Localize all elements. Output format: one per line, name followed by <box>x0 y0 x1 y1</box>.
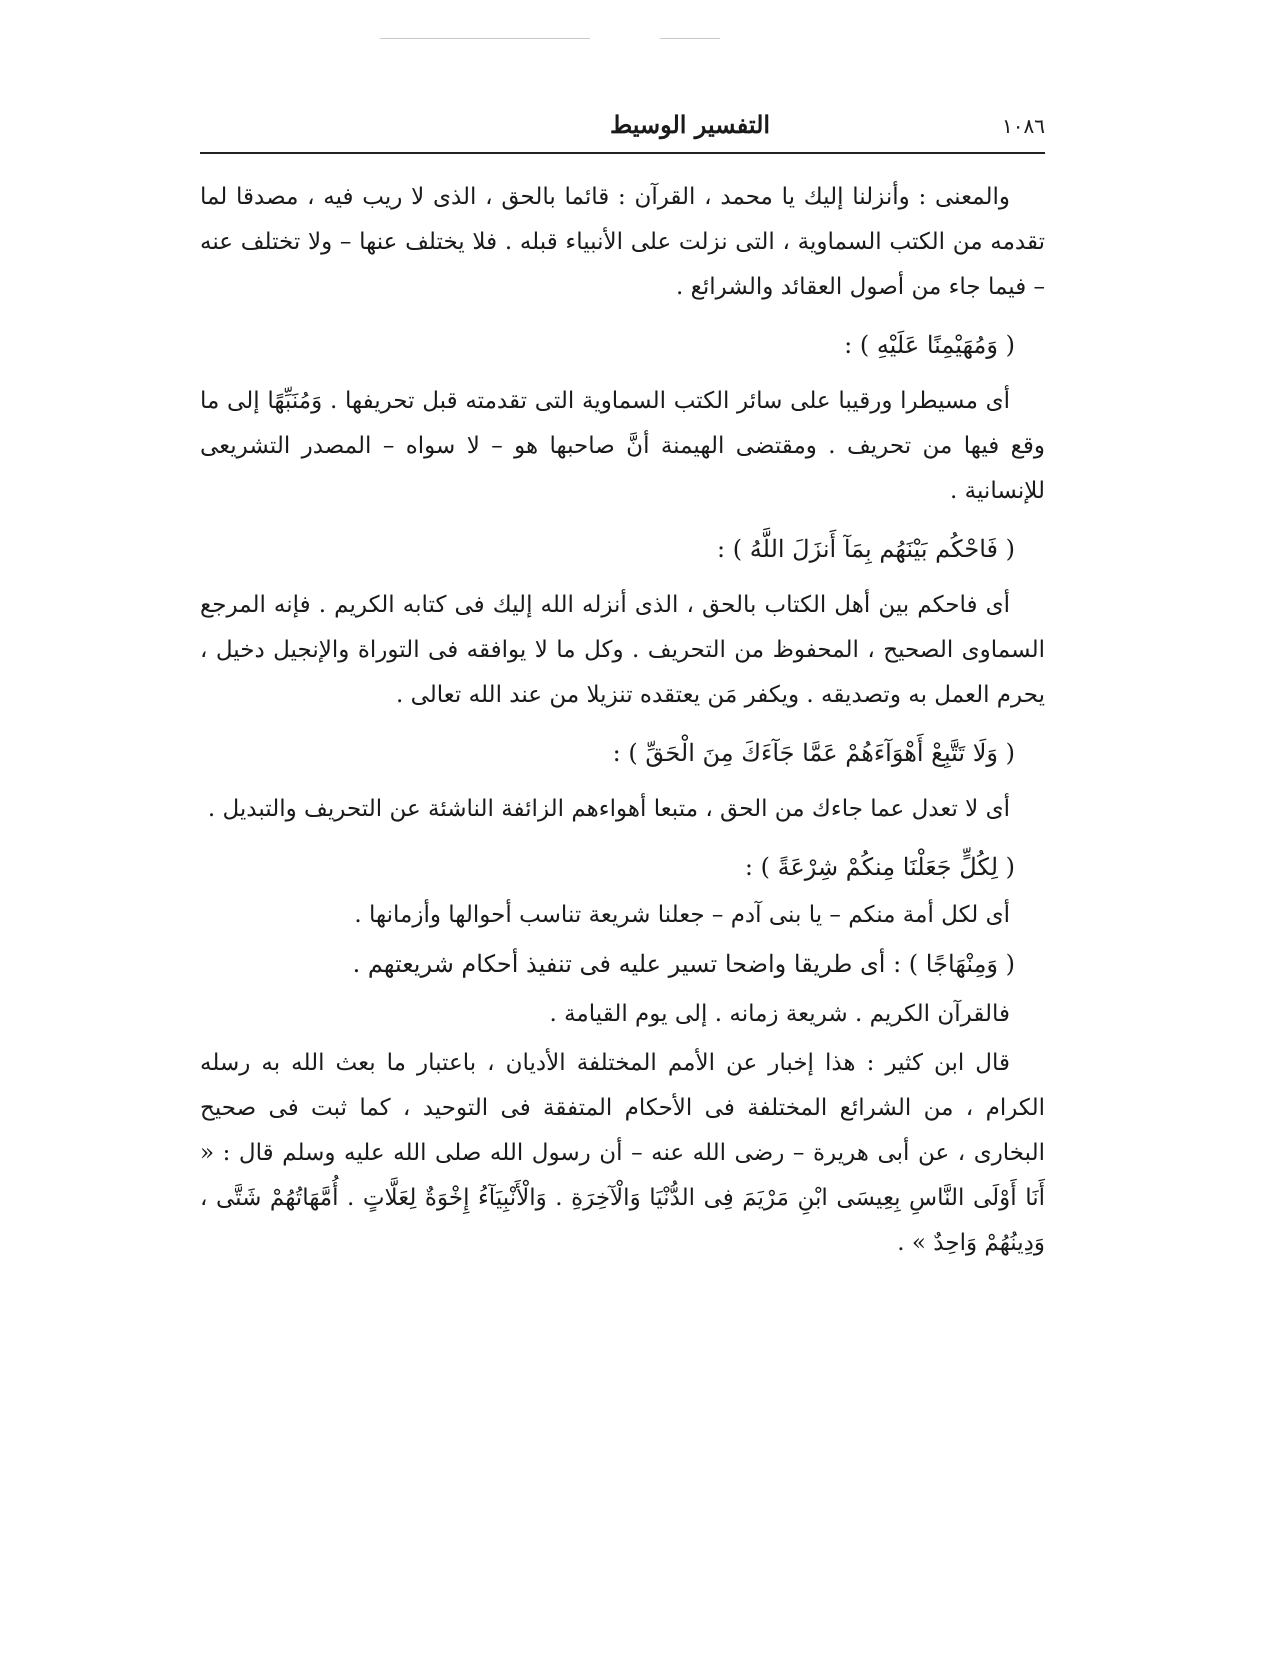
paragraph-meaning: والمعنى : وأنزلنا إليك يا محمد ، القرآن : قائما بالحق ، الذى لا ريب فيه ، مصدقا لما تقدمه من الكتب السماوية ، التى نزلت على الأنبياء قبله . فلا يختلف عنها – ولا تختلف عنه – فيما جاء من أصول العقائد والشرائع . <box>200 184 1046 300</box>
page-header <box>200 108 1045 148</box>
verse-heading-muhaymin: ( وَمُهَيْمِنًا عَلَيْهِ ) : <box>844 331 1015 359</box>
verse-heading-likullin: ( لِكُلٍّ جَعَلْنَا مِنكُمْ شِرْعَةً ) : <box>744 853 1015 881</box>
verse-heading-fahkum: ( فَاحْكُم بَيْنَهُم بِمَآ أَنزَلَ اللَّهُ ) : <box>717 535 1015 563</box>
scan-noise-top <box>380 38 590 39</box>
running-title: التفسير الوسيط <box>609 110 771 139</box>
body-text <box>200 175 1045 1266</box>
verse-heading-minhaj: ( وَمِنْهَاجًا ) : أى طريقا واضحا تسير عليه فى تنفيذ أحكام شريعتهم . <box>352 950 1015 978</box>
header-rule <box>200 152 1045 154</box>
paragraph-muhaymin: أى مسيطرا ورقيبا على سائر الكتب السماوية التى تقدمته قبل تحريفها . وَمُنَبِّهًا إلى ما وقع فيها من تحريف . ومقتضى الهيمنة أنَّ صاحبها هو – لا سواه – المصدر التشريعى للإنسانية . <box>200 388 1045 504</box>
paragraph-quran-sharia: فالقرآن الكريم . شريعة زمانه . إلى يوم القيامة . <box>549 1001 1010 1027</box>
verse-heading-wala-tattabi: ( وَلَا تَتَّبِعْ أَهْوَآءَهُمْ عَمَّا جَآءَكَ مِنَ الْحَقِّ ) : <box>612 739 1015 767</box>
paragraph-ibn-kathir: قال ابن كثير : هذا إخبار عن الأمم المختلفة الأديان ، باعتبار ما بعث الله به رسله الكرام ، من الشرائع المختلفة فى الأحكام المتفقة فى التوحيد ، كما ثبت فى صحيح البخارى ، عن أبى هريرة – رضى الله عنه – أن رسول الله صلى الله عليه وسلم قال : « أَنَا أَوْلَى النَّاسِ بِعِيسَى ابْنِ مَرْيَمَ فِى الدُّنْيَا وَالْآخِرَةِ . وَالْأَنْبِيَآءُ إِخْوَةٌ لِعَلَّاتٍ . أُمَّهَاتُهُمْ شَتَّى ، وَدِينُهُمْ وَاحِدٌ » . <box>200 1050 1045 1256</box>
scan-noise-top-2 <box>660 38 720 39</box>
paragraph-likullin: أى لكل أمة منكم – يا بنى آدم – جعلنا شريعة تناسب أحوالها وأزمانها . <box>354 902 1010 928</box>
paragraph-fahkum: أى فاحكم بين أهل الكتاب بالحق ، الذى أنزله الله إليك فى كتابه الكريم . فإنه المرجع السماوى الصحيح ، المحفوظ من التحريف . وكل ما لا يوافقه فى التوراة والإنجيل دخيل ، يحرم العمل به وتصديقه . ويكفر مَن يعتقده تنزيلا من عند الله تعالى . <box>200 592 1045 708</box>
paragraph-wala-tattabi: أى لا تعدل عما جاءك من الحق ، متبعا أهواءهم الزائفة الناشئة عن التحريف والتبديل . <box>207 796 1010 822</box>
page-number: ١٠٨٦ <box>1002 114 1045 138</box>
